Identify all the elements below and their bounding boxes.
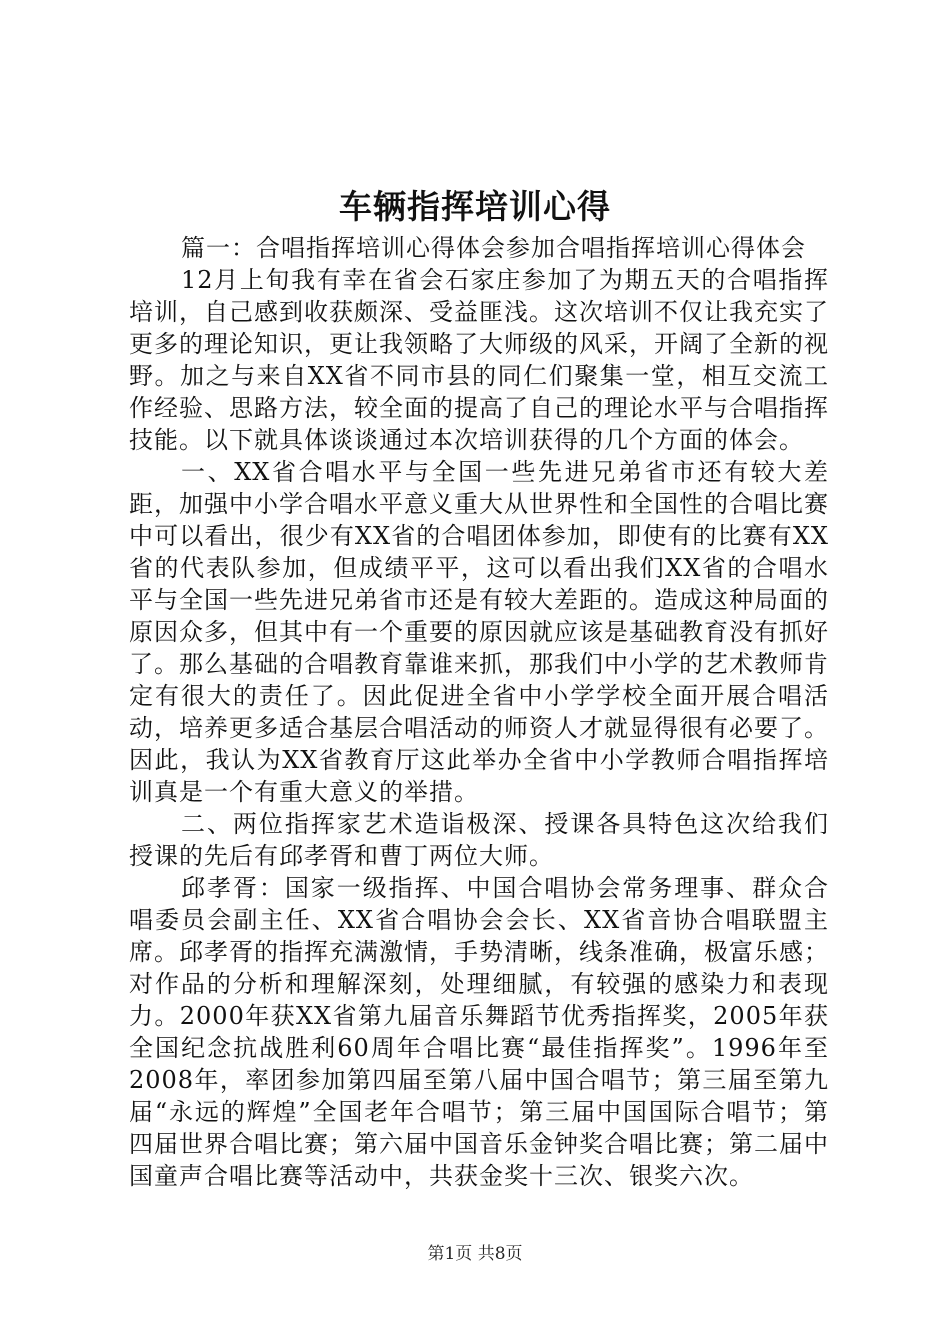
paragraph-training-overview: 12月上旬我有幸在省会石家庄参加了为期五天的合唱指挥培训，自己感到收获颇深、受益匪浅。这次培训不仅让我充实了更多的理论知识，更让我领略了大师级的风采，开阔了全新的视野。加之与来自XX省不同市县的同仁们聚集一堂，相互交流工作经验、思路方法，较全面的提高了自己的理论水平与合唱指挥技能。以下就具体谈谈通过本次培训获得的几个方面的体会。 [129,266,829,454]
paragraph-conductor-bio: 邱孝胥：国家一级指挥、中国合唱协会常务理事、群众合唱委员会副主任、XX省合唱协会会长、XX省音协合唱联盟主席。邱孝胥的指挥充满激情，手势清晰，线条准确，极富乐感；对作品的分析和理解深刻，处理细腻，有较强的感染力和表现力。2000年获XX省第九届音乐舞蹈节优秀指挥奖，2005年获全国纪念抗战胜利60周年合唱比赛“最佳指挥奖”。1996年至2008年，率团参加第四届至第八届中国合唱节；第三届至第九届“永远的辉煌”全国老年合唱节；第三届中国国际合唱节；第四届世界合唱比赛；第六届中国音乐金钟奖合唱比赛；第二届中国童声合唱比赛等活动中，共获金奖十三次、银奖六次。 [129,874,829,1190]
document-title: 车辆指挥培训心得 [339,187,611,226]
paragraph-section-two: 二、两位指挥家艺术造诣极深、授课各具特色这次给我们授课的先后有邱孝胥和曹丁两位大师。 [129,810,829,870]
page-footer: 第1页 共8页 [427,1244,523,1264]
document-body [129,232,829,1192]
paragraph-intro: 篇一：合唱指挥培训心得体会参加合唱指挥培训心得体会 [181,234,806,262]
paragraph-section-one: 一、XX省合唱水平与全国一些先进兄弟省市还有较大差距，加强中小学合唱水平意义重大从世界性和全国性的合唱比赛中可以看出，很少有XX省的合唱团体参加，即使有的比赛有XX省的代表队参加，但成绩平平，这可以看出我们XX省的合唱水平与全国一些先进兄弟省市还是有较大差距的。造成这种局面的原因众多，但其中有一个重要的原因就应该是基础教育没有抓好了。那么基础的合唱教育靠谁来抓，那我们中小学的艺术教师肯定有很大的责任了。因此促进全省中小学学校全面开展合唱活动，培养更多适合基层合唱活动的师资人才就显得很有必要了。因此，我认为XX省教育厅这此举办全省中小学教师合唱指挥培训真是一个有重大意义的举措。 [129,458,829,806]
